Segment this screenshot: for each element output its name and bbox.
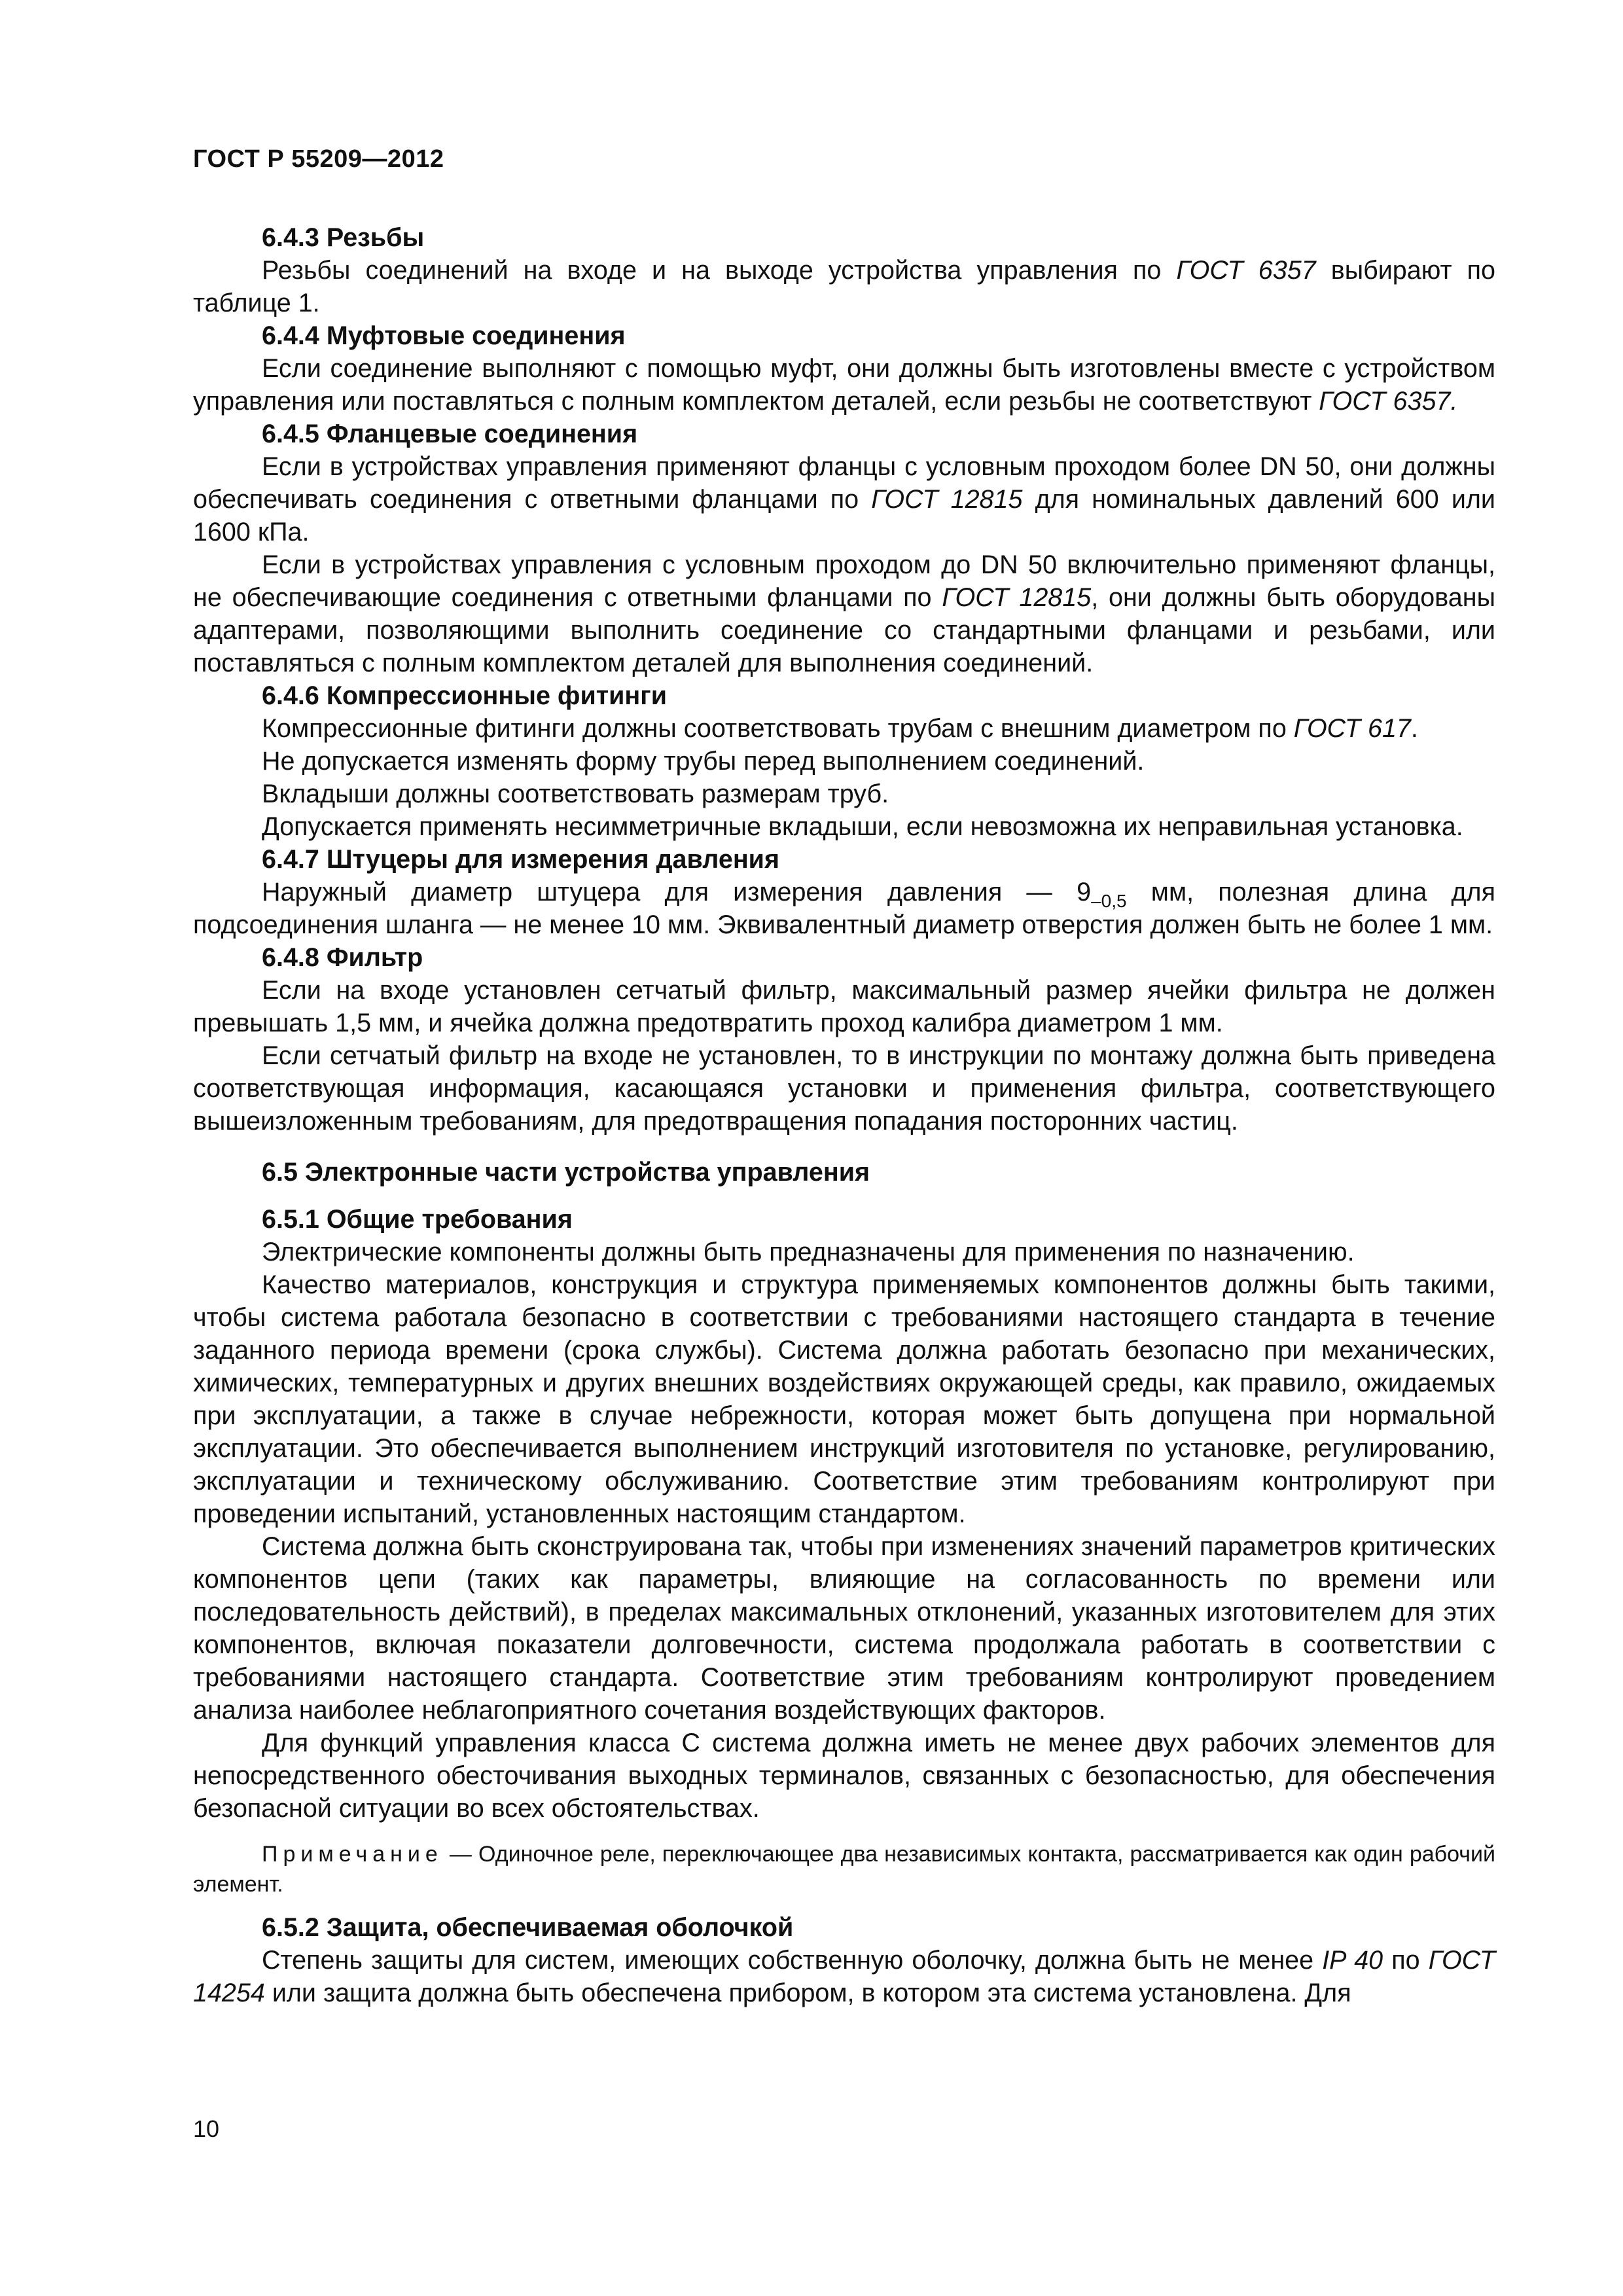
reference-gost-617: ГОСТ 617 <box>1293 714 1411 743</box>
page-number: 10 <box>193 2115 220 2142</box>
paragraph-6-4-6-4: Допускается применять несимметричные вкладыши, если невозможна их неправильная установка. <box>262 812 1463 841</box>
paragraph-6-5-1-3: Система должна быть сконструирована так, чтобы при изменениях значений параметров критических компонентов цепи (таких как параметры, влияющие на согласованность по времени или последовательность действий), в пределах максимальных отклонений, указанных изготовителем для этих компонентов, включая показатели долговечности, система продолжала работать в соответствии с требованиями настоящего стандарта. Соответствие этим требованиям контролируют проведением анализа наиболее неблагоприятного сочетания воздействующих факторов. <box>193 1532 1495 1725</box>
paragraph-6-4-6-1: Компрессионные фитинги должны соответствовать трубам с внешним диаметром по ГОСТ 617. <box>262 714 1418 743</box>
paragraph-6-5-2-1: Степень защиты для систем, имеющих собственную оболочку, должна быть не менее IP 40 по ГОСТ 14254 или защита должна быть обеспечена прибором, в котором эта система установлена. Для <box>193 1946 1496 2007</box>
tolerance-subscript: –0,5 <box>1091 891 1127 911</box>
reference-gost-6357: ГОСТ 6357 <box>1176 256 1316 285</box>
heading-6-4-8: 6.4.8 Фильтр <box>262 943 423 972</box>
paragraph-6-4-5-1: Если в устройствах управления применяют фланцы с условным проходом более DN 50, они должны обеспечивать соединения с ответными фланцами по ГОСТ 12815 для номинальных давлений 600 или 1600 кПа. <box>193 452 1495 547</box>
reference-ip-40: IP 40 <box>1322 1946 1383 1975</box>
reference-gost-6357: ГОСТ 6357. <box>1319 387 1458 416</box>
paragraph-6-4-8-2: Если сетчатый фильтр на входе не установлен, то в инструкции по монтажу должна быть приведена соответствующая информация, касающаяся установки и применения фильтра, соответствующего вышеизложенным требованиям, для предотвращения попадания посторонних частиц. <box>193 1041 1495 1136</box>
note <box>193 1839 1495 1899</box>
heading-6-5: 6.5 Электронные части устройства управления <box>262 1158 870 1187</box>
paragraph-6-4-6-3: Вкладыши должны соответствовать размерам труб. <box>262 780 889 808</box>
reference-gost-12815: ГОСТ 12815 <box>942 583 1092 612</box>
heading-6-4-7: 6.4.7 Штуцеры для измерения давления <box>262 845 780 874</box>
paragraph-6-4-5-2: Если в устройствах управления с условным проходом до DN 50 включительно применяют фланцы, не обеспечивающие соединения с ответными фланцами по ГОСТ 12815, они должны быть оборудованы адаптерами, позволяющими выполнить соединение со стандартными фланцами и резьбами, или поставляться с полным комплектом деталей для выполнения соединений. <box>193 550 1495 677</box>
paragraph-6-5-1-4: Для функций управления класса С система должна иметь не менее двух рабочих элементов для непосредственного обесточивания выходных терминалов, связанных с безопасностью, для обеспечения безопасной ситуации во всех обстоятельствах. <box>193 1729 1495 1823</box>
paragraph-6-5-1-2: Качество материалов, конструкция и структура применяемых компонентов должны быть такими, чтобы система работала безопасно в соответствии с требованиями настоящего стандарта в течение заданного периода времени (срока службы). Система должна работать безопасно при механических, химических, температурных и других внешних воздействиях окружающей среды, как правило, ожидаемых при эксплуатации, а также в случае небрежности, которая может быть допущена при нормальной эксплуатации. Это обеспечивается выполнением инструкций изготовителя по установке, регулированию, эксплуатации и техническому обслуживанию. Соответствие этим требованиям контролируют при проведении испытаний, установленных настоящим стандартом. <box>193 1270 1495 1528</box>
note-label: Примечание <box>262 1842 443 1867</box>
heading-6-4-6: 6.4.6 Компрессионные фитинги <box>262 681 668 710</box>
paragraph-6-4-3-1: Резьбы соединений на входе и на выходе устройства управления по ГОСТ 6357 выбирают по таблице 1. <box>193 256 1496 317</box>
reference-gost-12815: ГОСТ 12815 <box>871 485 1023 514</box>
paragraph-6-4-4-1: Если соединение выполняют с помощью муфт, они должны быть изготовлены вместе с устройством управления или поставляться с полным комплектом деталей, если резьбы не соответствуют ГОСТ 6357. <box>193 354 1495 416</box>
paragraph-6-4-8-1: Если на входе установлен сетчатый фильтр, максимальный размер ячейки фильтра не должен превышать 1,5 мм, и ячейка должна предотвратить проход калибра диаметром 1 мм. <box>193 976 1495 1037</box>
heading-6-5-2: 6.5.2 Защита, обеспечиваемая оболочкой <box>262 1913 794 1942</box>
note-text: — Одиночное реле, переключающее два независимых контакта, рассматривается как один рабочий элемент. <box>193 1842 1495 1897</box>
heading-6-5-1: 6.5.1 Общие требования <box>262 1205 573 1234</box>
heading-6-4-3: 6.4.3 Резьбы <box>262 223 425 252</box>
page-header: ГОСТ Р 55209—2012 <box>193 145 444 173</box>
paragraph-6-4-7-1: Наружный диаметр штуцера для измерения давления — $9_{-0,5}$ мм, полезная длина для подсоединения шланга — не менее 10 мм. Эквивалентный диаметр отверстия должен быть не более 1 мм. <box>193 878 1495 939</box>
heading-6-4-5: 6.4.5 Фланцевые соединения <box>262 420 638 448</box>
page-body <box>193 221 1495 2009</box>
heading-6-4-4: 6.4.4 Муфтовые соединения <box>262 321 626 350</box>
paragraph-6-5-1-1: Электрические компоненты должны быть предназначены для применения по назначению. <box>262 1238 1355 1266</box>
paragraph-6-4-6-2: Не допускается изменять форму трубы перед выполнением соединений. <box>262 747 1145 776</box>
reference-gost-14254: ГОСТ 14254 <box>193 1946 1496 2007</box>
